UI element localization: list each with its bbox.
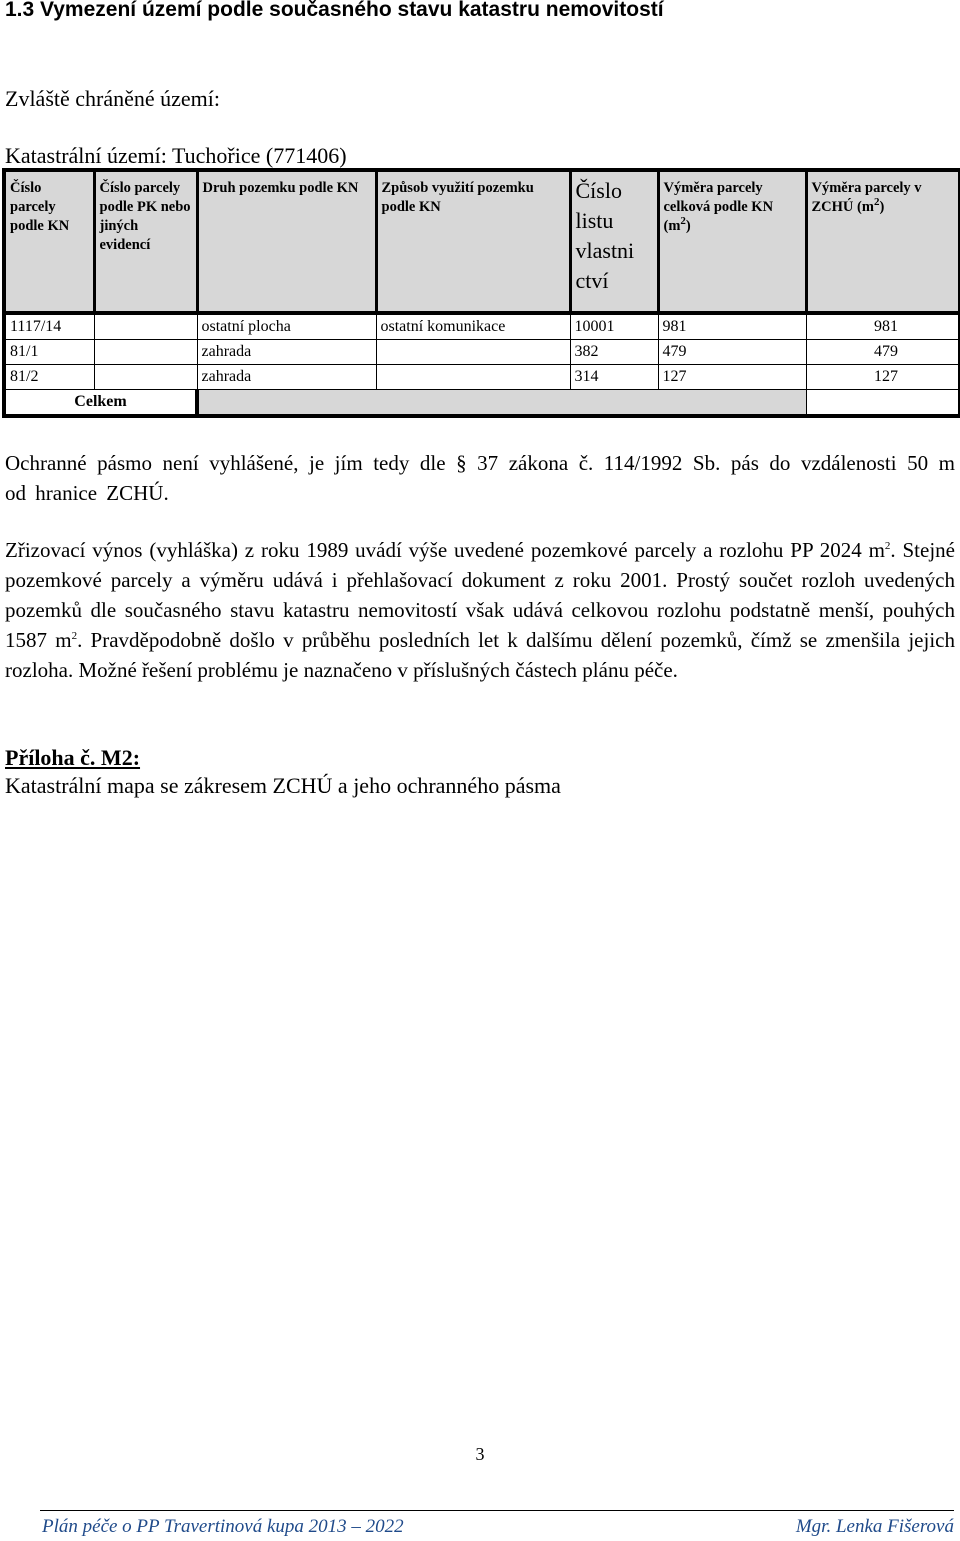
total-label: Celkem — [4, 390, 197, 417]
header-cell: Číslo parcely podle PK nebo jiných evidencí — [94, 170, 197, 313]
header-text: Výměra parcely celková podle KN (m — [663, 180, 774, 234]
header-text: ) — [879, 199, 885, 215]
header-cell: Číslo parcely podle KN — [4, 170, 94, 313]
cell-zchu: 981 — [806, 313, 960, 340]
header-text: Výměra parcely v ZCHÚ (m — [811, 180, 922, 215]
header-cell: Číslo listu vlastni ctví — [570, 170, 658, 313]
cell-kn: 81/1 — [4, 340, 94, 365]
total-shaded-cell — [197, 390, 806, 417]
table-header-row — [4, 170, 960, 313]
table-row — [4, 340, 960, 365]
header-cell: Druh pozemku podle KN — [197, 170, 376, 313]
table-total-row — [4, 390, 960, 417]
header-cell — [806, 170, 960, 313]
cell-zchu: 127 — [806, 365, 960, 390]
cell-vymera: 479 — [658, 340, 806, 365]
cell-pk — [94, 365, 197, 390]
cell-lv: 382 — [570, 340, 658, 365]
superscript: 2 — [873, 196, 880, 209]
paragraph-text: . Stejné pozemkové parcely a výměru udává i přehlašovací dokument z roku 2001. Prostý součet rozloh uvedených pozemků dle současného stavu katastru nemovitostí však udává celkovou rozlohu podstatně menší, pouhých 1587 m — [5, 538, 955, 652]
total-value-cell — [806, 390, 960, 417]
header-cell — [658, 170, 806, 313]
cell-lv: 10001 — [570, 313, 658, 340]
footer-divider — [40, 1510, 954, 1511]
cell-pk — [94, 313, 197, 340]
paragraph-text: Zřizovací výnos (vyhláška) z roku 1989 uvádí výše uvedené pozemkové parcely a rozlohu PP 2024 m — [5, 538, 885, 562]
cell-druh: zahrada — [197, 340, 376, 365]
paragraph-text: . Pravděpodobně došlo v průběhu posledních let k dalšímu dělení pozemků, čímž se zmenšila jejich rozloha. Možné řešení problému je naznačeno v příslušných částech plánu péče. — [5, 628, 955, 682]
cell-kn: 1117/14 — [4, 313, 94, 340]
protection-zone-paragraph: Ochranné pásmo není vyhlášené, je jím tedy dle § 37 zákona č. 114/1992 Sb. pás do vzdálenosti 50 m od hranice ZCHÚ. — [5, 451, 955, 505]
cadastral-area-label: Katastrální území: Tuchořice (771406) — [5, 143, 347, 168]
cell-lv: 314 — [570, 365, 658, 390]
cell-pk — [94, 340, 197, 365]
cell-zchu: 479 — [806, 340, 960, 365]
superscript: 2 — [71, 630, 78, 642]
cell-kn: 81/2 — [4, 365, 94, 390]
cell-zpusob — [376, 365, 570, 390]
header-text: ) — [685, 218, 691, 234]
appendix-description: Katastrální mapa se zákresem ZCHÚ a jeho ochranného pásma — [5, 773, 561, 798]
cell-zpusob — [376, 340, 570, 365]
appendix-title: Příloha č. M2: — [5, 745, 141, 770]
footer-author: Mgr. Lenka Fišerová — [795, 1516, 954, 1537]
cell-druh: zahrada — [197, 365, 376, 390]
table-row — [4, 365, 960, 390]
header-cell: Způsob využití pozemku podle KN — [376, 170, 570, 313]
cell-vymera: 127 — [658, 365, 806, 390]
area-discrepancy-paragraph — [5, 535, 955, 685]
protected-area-label: Zvláště chráněné území: — [5, 86, 221, 111]
section-heading: 1.3 Vymezení území podle současného stavu katastru nemovitostí — [5, 0, 664, 21]
superscript: 2 — [884, 540, 891, 552]
cell-druh: ostatní plocha — [197, 313, 376, 340]
cell-vymera: 981 — [658, 313, 806, 340]
footer-document-title: Plán péče o PP Travertinová kupa 2013 – 2022 — [42, 1516, 404, 1537]
cell-zpusob: ostatní komunikace — [376, 313, 570, 340]
parcels-table — [2, 168, 960, 418]
page-number: 3 — [475, 1444, 485, 1464]
superscript: 2 — [680, 215, 686, 228]
table-row — [4, 313, 960, 340]
